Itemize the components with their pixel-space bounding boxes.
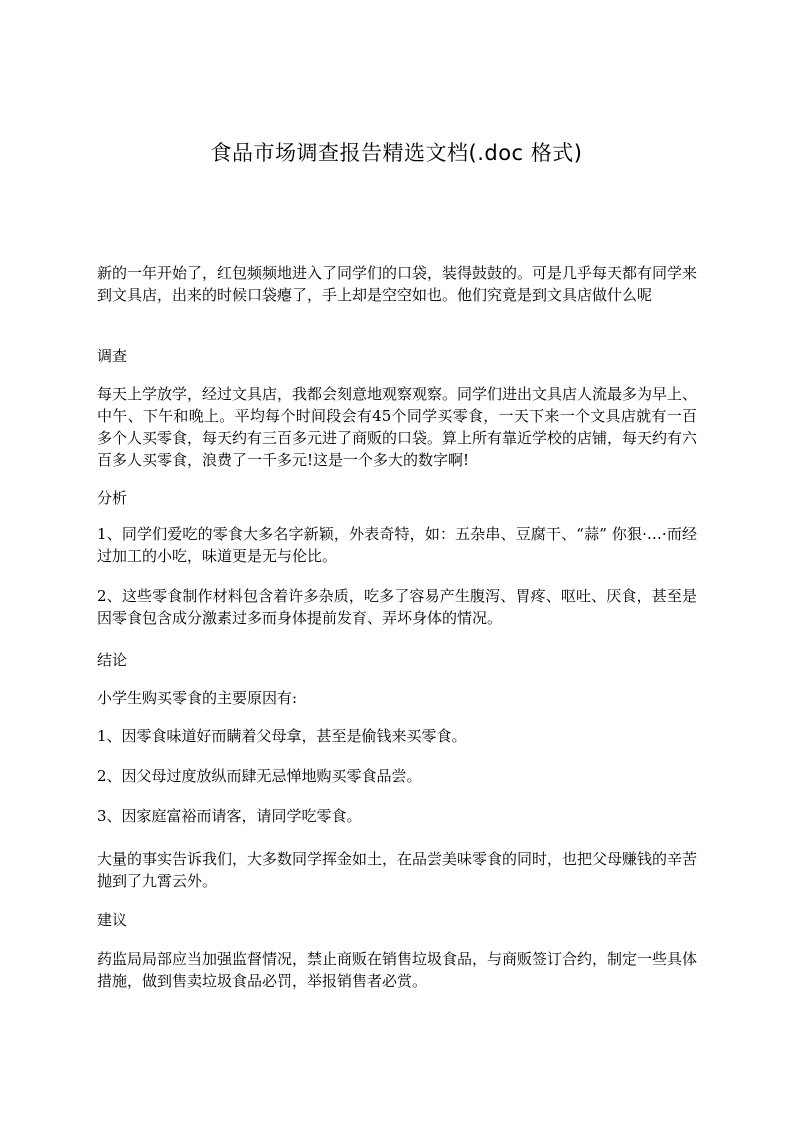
analysis-point-2: 2、这些零食制作材料包含着许多杂质，吃多了容易产生腹泻、胃疼、呕吐、厌食，甚至是因零食包含成分激素过多而身体提前发育、弄坏身体的情况。 — [97, 587, 697, 627]
suggestion-heading: 建议 — [97, 911, 128, 929]
analysis-heading: 分析 — [97, 489, 128, 507]
analysis-point-1: 1、同学们爱吃的零食大多名字新颖，外表奇特，如：五杂串、豆腐干、“蒜” 你狠·…·而经过加工的小吃，味道更是无与伦比。 — [97, 525, 697, 565]
intro-paragraph: 新的一年开始了，红包频频地进入了同学们的口袋，装得鼓鼓的。可是几乎每天都有同学来到文具店，出来的时候口袋瘪了，手上却是空空如也。他们究竟是到文具店做什么呢 — [97, 264, 698, 304]
survey-paragraph: 每天上学放学，经过文具店，我都会刻意地观察观察。同学们进出文具店人流最多为早上、中午、下午和晚上。平均每个时间段会有45个同学买零食，一天下来一个文具店就有一百多个人买零食，每天约有三百多元进了商贩的口袋。算上所有靠近学校的店铺，每天约有六百多人买零食，浪费了一千多元!这是一个多大的数字啊! — [97, 385, 698, 469]
conclusion-reason-1: 1、因零食味道好而瞒着父母拿，甚至是偷钱来买零食。 — [97, 727, 467, 745]
document-title: 食品市场调查报告精选文档(.doc 格式) — [210, 141, 583, 165]
suggestion-paragraph: 药监局局部应当加强监督情况，禁止商贩在销售垃圾食品，与商贩签订合约，制定一些具体措施，做到售卖垃圾食品必罚，举报销售者必赏。 — [97, 950, 698, 990]
conclusion-reason-3: 3、因家庭富裕而请客，请同学吃零食。 — [97, 807, 362, 825]
survey-heading: 调查 — [97, 347, 128, 365]
conclusion-heading: 结论 — [97, 651, 128, 669]
conclusion-lead: 小学生购买零食的主要原因有: — [97, 689, 298, 707]
conclusion-reason-2: 2、因父母过度放纵而肆无忌惮地购买零食品尝。 — [97, 767, 422, 785]
conclusion-summary: 大量的事实告诉我们，大多数同学挥金如土，在品尝美味零食的同时，也把父母赚钱的辛苦抛到了九霄云外。 — [97, 850, 698, 890]
